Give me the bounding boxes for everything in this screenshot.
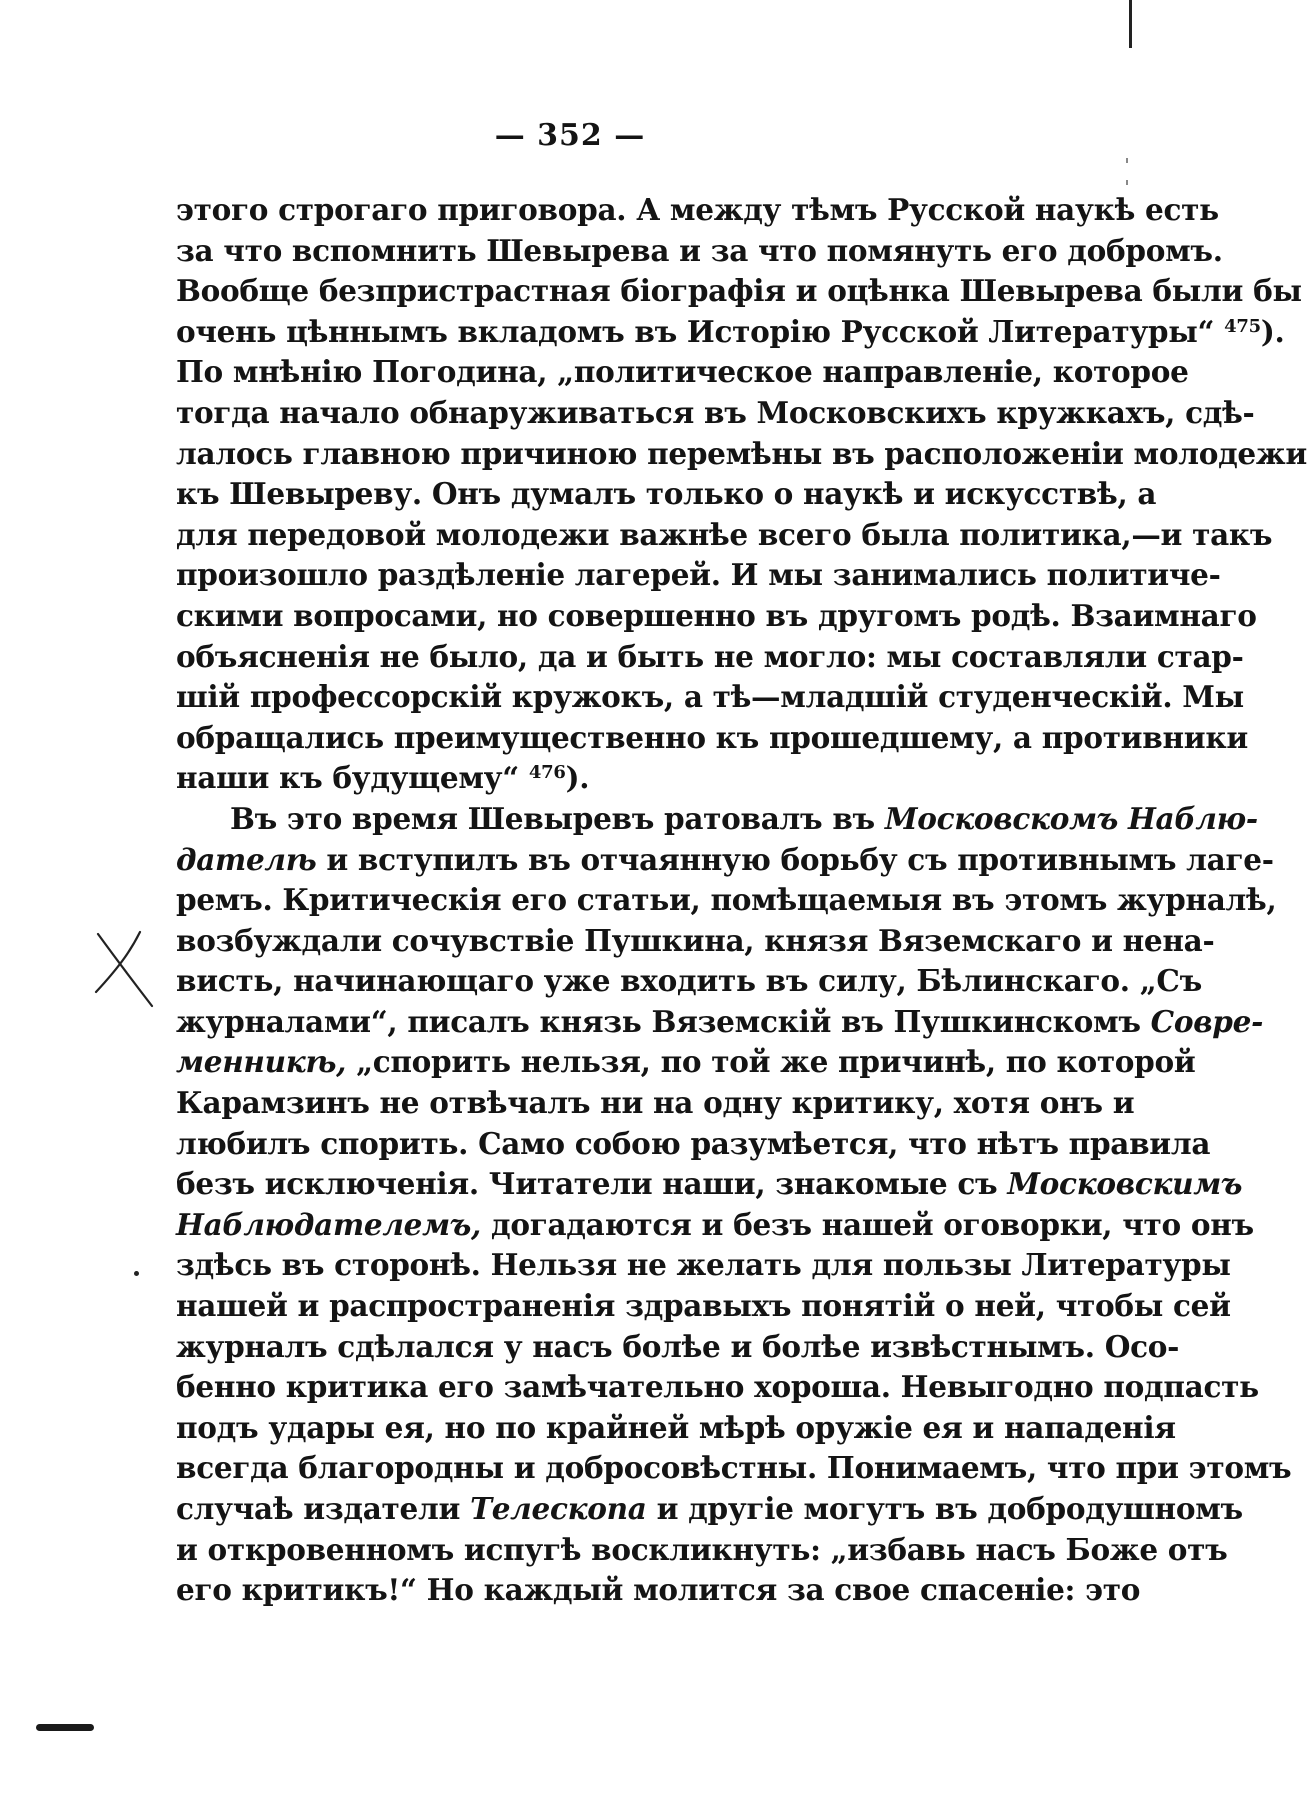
text-line: подъ удары ея, но по крайней мѣрѣ оружіе ея и нападенія [176,1409,1176,1445]
text-line: нашей и распространенія здравыхъ понятій о ней, чтобы сей [176,1288,1231,1324]
text-line: тогда начало обнаруживаться въ Московскихъ кружкахъ, сдѣ- [176,394,1255,430]
text-line [176,1205,1254,1246]
italic-title: дателѣ [176,841,317,877]
text-line: Карамзинъ не отвѣчалъ ни на одну критику, хотя онъ и [176,1085,1135,1121]
text-line: журналъ сдѣлался у насъ болѣе и болѣе извѣстнымъ. Осо- [176,1328,1180,1364]
text-segment: безъ исключенія. Читатели наши, знакомые съ [176,1166,998,1202]
text-line [176,312,1285,353]
body-text [176,190,1307,1611]
text-segment: журналами“, писалъ князь Вяземскій въ Пушкинскомъ [176,1003,1141,1039]
text-line: ремъ. Критическія его статьи, помѣщаемыя въ этомъ журналѣ, [176,882,1277,918]
text-line: любилъ спорить. Само собою разумѣется, что нѣтъ правила [176,1125,1211,1161]
handwritten-x-mark-icon [92,930,156,1010]
text-segment: догадаются и безъ нашей оговорки, что онъ [490,1206,1254,1242]
text-line: шій профессорскій кружокъ, а тѣ—младшій студенческій. Мы [176,679,1244,715]
text-line: По мнѣнію Погодина, „политическое направленіе, которое [176,354,1189,390]
margin-dot [134,1271,139,1276]
text-segment: Въ это время Шевыревъ ратовалъ въ [230,800,875,836]
text-line [176,799,1258,840]
italic-title: Телескопа [470,1491,647,1526]
text-segment: наши къ будущему“ [176,760,519,796]
text-segment: ). [565,760,590,796]
text-line: этого строгаго приговора. А между тѣмъ Русской наукѣ есть [176,192,1219,227]
footnote-ref: 475 [1224,315,1261,337]
text-line [176,758,1028,799]
scan-dot [1126,158,1128,163]
text-line: обращались преимущественно къ прошедшему, а противники [176,719,1248,755]
text-line: возбуждали сочувствіе Пушкина, князя Вяземскаго и нена- [176,922,1215,958]
text-segment: ). [1260,313,1285,349]
text-line: скими вопросами, но совершенно въ другомъ родѣ. Взаимнаго [176,597,1257,633]
text-line: за что вспомнить Шевырева и за что помянуть его добромъ. [176,232,1223,268]
text-line [176,1489,1243,1530]
italic-title: менникѣ, [176,1044,347,1080]
italic-title: Совре- [1150,1003,1264,1039]
margin-dash-mark [36,1724,94,1731]
text-line: бенно критика его замѣчательно хороша. Невыгодно подпасть [176,1369,1259,1405]
text-line: висть, начинающаго уже входить въ силу, Бѣлинскаго. „Съ [176,963,1202,999]
text-line: его критикъ!“ Но каждый молится за свое спасеніе: это [176,1572,1141,1608]
text-line [176,840,1274,881]
text-segment: и вступилъ въ отчаянную борьбу съ противнымъ лаге- [326,841,1274,877]
italic-title: Московскимъ [1007,1166,1243,1202]
text-line: здѣсь въ сторонѣ. Нельзя не желать для пользы Литературы [176,1247,1231,1283]
text-segment: и другіе могутъ въ добродушномъ [656,1491,1243,1526]
scan-dot [1126,180,1128,185]
text-segment: очень цѣннымъ вкладомъ въ Исторію Русской Литературы“ [176,313,1215,349]
text-segment: „спорить нельзя, по той же причинѣ, по которой [356,1044,1196,1080]
text-line: объясненія не было, да и быть не могло: мы составляли стар- [176,638,1244,674]
text-line [176,1164,1243,1205]
text-line: къ Шевыреву. Онъ думалъ только о наукѣ и искусствѣ, а [176,476,1157,512]
text-line [176,1042,1196,1083]
text-line: произошло раздѣленіе лагерей. И мы занимались политиче- [176,557,1221,593]
text-line [176,1002,1264,1043]
footnote-ref: 476 [528,762,566,784]
text-line: всегда благородны и добросовѣстны. Понимаемъ, что при этомъ [176,1450,1292,1486]
text-line: для передовой молодежи важнѣе всего была политика,—и такъ [176,516,1273,552]
italic-title: Наблюдателемъ, [176,1206,481,1242]
text-line: и откровенномъ испугѣ воскликнуть: „избавь насъ Боже отъ [176,1531,1228,1567]
page-number: — 352 — [494,118,646,153]
text-line: лалось главною причиною перемѣны въ расположеніи молодежи [176,435,1307,471]
text-segment: случаѣ издатели [176,1491,461,1526]
italic-title: Московскомъ Наблю- [884,800,1258,836]
text-line: Вообще безпристрастная біографія и оцѣнка Шевырева были бы [176,273,1302,309]
scan-edge-mark [1129,0,1132,48]
